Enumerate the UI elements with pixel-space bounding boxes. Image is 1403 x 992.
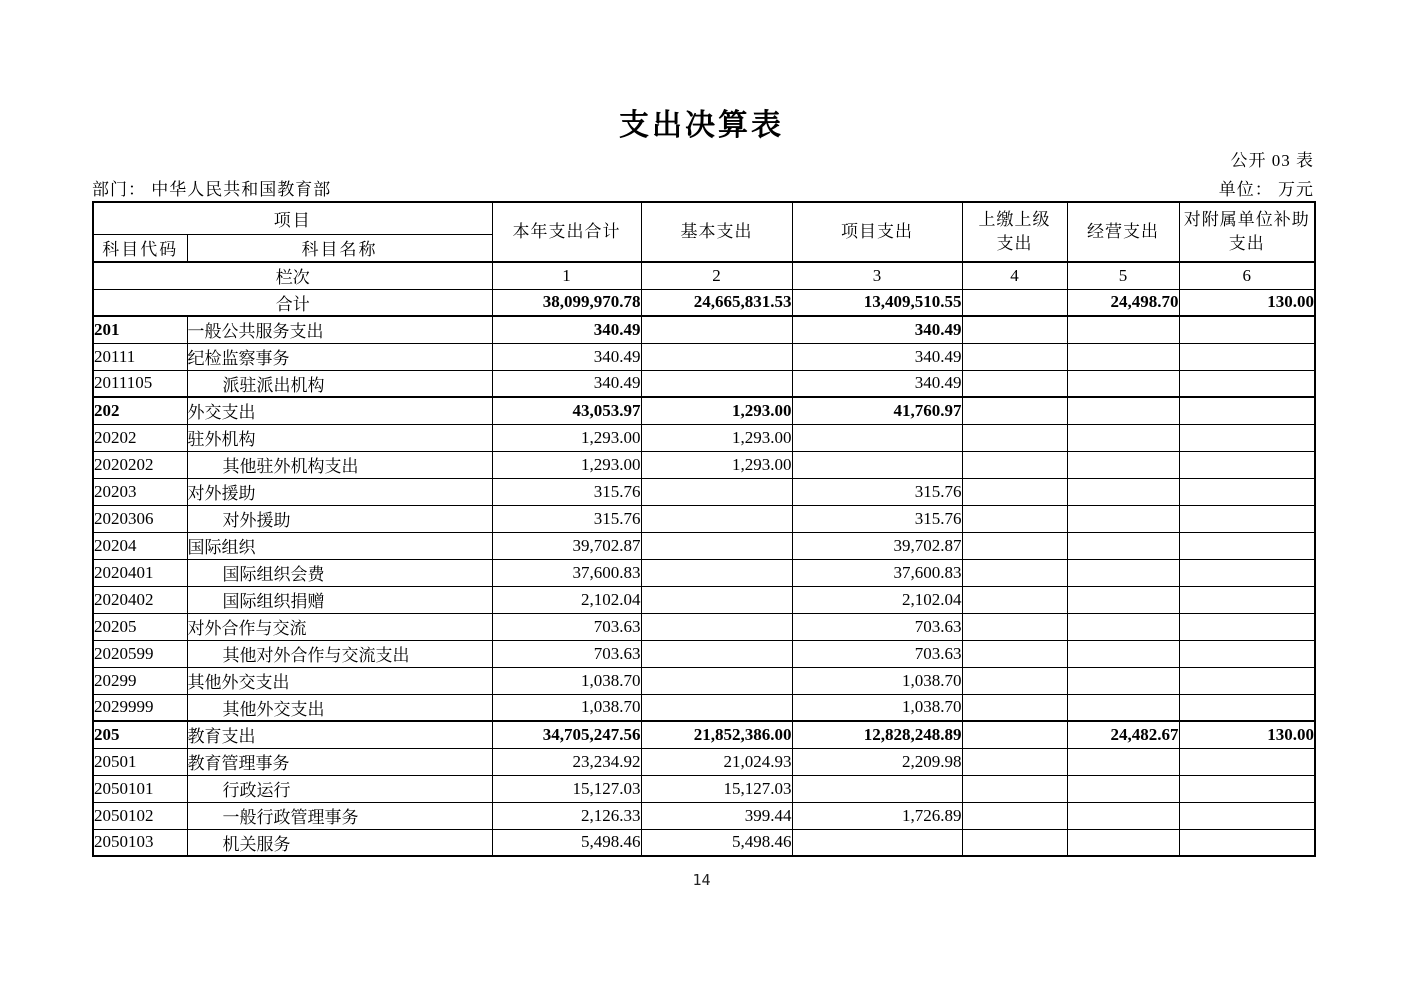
value-cell [962, 343, 1067, 370]
value-cell: 2,102.04 [792, 586, 962, 613]
subject-code-cell: 20111 [93, 343, 187, 370]
value-cell [792, 424, 962, 451]
table-row [93, 451, 1315, 478]
subject-code-cell: 20203 [93, 478, 187, 505]
header-subject-code: 科目代码 [93, 234, 187, 262]
value-cell [1067, 424, 1179, 451]
subject-code-cell: 2020202 [93, 451, 187, 478]
value-cell: 34,705,247.56 [492, 721, 641, 748]
value-cell [641, 559, 792, 586]
value-cell: 340.49 [492, 370, 641, 397]
value-cell: 39,702.87 [492, 532, 641, 559]
value-cell [962, 586, 1067, 613]
subject-name-cell: 国际组织 [187, 532, 492, 559]
value-cell [962, 640, 1067, 667]
value-cell [962, 775, 1067, 802]
value-cell: 2,126.33 [492, 802, 641, 829]
value-cell [1179, 802, 1315, 829]
subject-code-cell: 20204 [93, 532, 187, 559]
value-cell [1179, 694, 1315, 721]
unit-label: 单位： 万元 [1218, 180, 1314, 199]
table-row [93, 397, 1315, 424]
subject-name-cell: 驻外机构 [187, 424, 492, 451]
value-cell [1067, 478, 1179, 505]
value-cell [962, 451, 1067, 478]
header-column: 基本支出 [641, 202, 792, 262]
page-title: 支出决算表 [619, 109, 784, 142]
total-value-cell: 13,409,510.55 [792, 289, 962, 316]
value-cell [1067, 829, 1179, 856]
value-cell [1179, 316, 1315, 343]
value-cell [1067, 613, 1179, 640]
value-cell [1067, 586, 1179, 613]
subject-name-cell: 机关服务 [187, 829, 492, 856]
value-cell [1179, 424, 1315, 451]
value-cell: 1,293.00 [492, 451, 641, 478]
value-cell: 15,127.03 [492, 775, 641, 802]
value-cell: 5,498.46 [492, 829, 641, 856]
total-row [93, 289, 1315, 316]
value-cell: 1,038.70 [492, 667, 641, 694]
value-cell [641, 613, 792, 640]
value-cell [1179, 775, 1315, 802]
total-value-cell [962, 289, 1067, 316]
header-index-row [93, 262, 1315, 289]
subject-name-cell: 一般公共服务支出 [187, 316, 492, 343]
table-row [93, 829, 1315, 856]
table-row [93, 424, 1315, 451]
table-row [93, 667, 1315, 694]
value-cell [641, 532, 792, 559]
value-cell [1179, 397, 1315, 424]
value-cell [1179, 451, 1315, 478]
table-row [93, 694, 1315, 721]
subject-code-cell: 20501 [93, 748, 187, 775]
subject-code-cell: 2020402 [93, 586, 187, 613]
value-cell [641, 586, 792, 613]
value-cell: 1,293.00 [641, 451, 792, 478]
value-cell [1067, 640, 1179, 667]
value-cell: 1,293.00 [492, 424, 641, 451]
value-cell [1067, 559, 1179, 586]
table-row [93, 586, 1315, 613]
value-cell [1067, 451, 1179, 478]
subject-name-cell: 教育管理事务 [187, 748, 492, 775]
subject-code-cell: 2050103 [93, 829, 187, 856]
value-cell [641, 316, 792, 343]
subject-name-cell: 对外援助 [187, 478, 492, 505]
value-cell [641, 343, 792, 370]
table-row [93, 721, 1315, 748]
value-cell: 21,852,386.00 [641, 721, 792, 748]
value-cell: 340.49 [492, 316, 641, 343]
value-cell [792, 775, 962, 802]
value-cell: 2,102.04 [492, 586, 641, 613]
table-row [93, 748, 1315, 775]
value-cell [792, 451, 962, 478]
meta-row [92, 175, 1314, 200]
value-cell: 43,053.97 [492, 397, 641, 424]
value-cell: 315.76 [492, 505, 641, 532]
value-cell: 703.63 [492, 613, 641, 640]
subject-name-cell: 行政运行 [187, 775, 492, 802]
subject-name-cell: 国际组织会费 [187, 559, 492, 586]
page-number: 14 [692, 871, 711, 889]
subject-code-cell: 201 [93, 316, 187, 343]
value-cell [962, 505, 1067, 532]
value-cell [1179, 586, 1315, 613]
value-cell [641, 667, 792, 694]
value-cell [1067, 370, 1179, 397]
value-cell [1067, 748, 1179, 775]
value-cell [641, 370, 792, 397]
header-column: 对附属单位补助 支出 [1179, 202, 1315, 262]
value-cell: 5,498.46 [641, 829, 792, 856]
value-cell [641, 505, 792, 532]
value-cell [1179, 370, 1315, 397]
value-cell [1179, 829, 1315, 856]
subject-code-cell: 205 [93, 721, 187, 748]
value-cell [1179, 343, 1315, 370]
total-value-cell: 130.00 [1179, 289, 1315, 316]
value-cell [962, 694, 1067, 721]
value-cell: 1,726.89 [792, 802, 962, 829]
table-row [93, 343, 1315, 370]
value-cell: 37,600.83 [792, 559, 962, 586]
header-column-index: 2 [641, 262, 792, 289]
subject-code-cell: 2050102 [93, 802, 187, 829]
subject-code-cell: 202 [93, 397, 187, 424]
table-row [93, 505, 1315, 532]
value-cell: 399.44 [641, 802, 792, 829]
value-cell: 703.63 [792, 613, 962, 640]
table-row [93, 640, 1315, 667]
subject-code-cell: 20202 [93, 424, 187, 451]
subject-name-cell: 其他驻外机构支出 [187, 451, 492, 478]
value-cell [962, 667, 1067, 694]
value-cell [792, 829, 962, 856]
subject-code-cell: 2020599 [93, 640, 187, 667]
value-cell [1179, 478, 1315, 505]
table-row [93, 559, 1315, 586]
value-cell [641, 478, 792, 505]
value-cell: 41,760.97 [792, 397, 962, 424]
value-cell [1179, 748, 1315, 775]
value-cell [641, 640, 792, 667]
department-label: 部门： 中华人民共和国教育部 [92, 180, 332, 199]
value-cell [962, 532, 1067, 559]
form-code-label: 公开 03 表 [1230, 151, 1314, 170]
value-cell [962, 370, 1067, 397]
value-cell: 15,127.03 [641, 775, 792, 802]
subject-code-cell: 2020306 [93, 505, 187, 532]
value-cell [962, 424, 1067, 451]
table-row [93, 775, 1315, 802]
value-cell: 23,234.92 [492, 748, 641, 775]
value-cell: 12,828,248.89 [792, 721, 962, 748]
value-cell [962, 829, 1067, 856]
value-cell: 1,038.70 [792, 667, 962, 694]
header-column-index: 5 [1067, 262, 1179, 289]
value-cell [641, 694, 792, 721]
value-cell [962, 478, 1067, 505]
value-cell: 703.63 [792, 640, 962, 667]
value-cell [1067, 532, 1179, 559]
subject-code-cell: 20299 [93, 667, 187, 694]
table-row [93, 316, 1315, 343]
subject-name-cell: 教育支出 [187, 721, 492, 748]
subject-code-cell: 2050101 [93, 775, 187, 802]
value-cell [1067, 505, 1179, 532]
value-cell [1179, 613, 1315, 640]
value-cell [962, 802, 1067, 829]
value-cell [1067, 802, 1179, 829]
header-column: 项目支出 [792, 202, 962, 262]
subject-name-cell: 一般行政管理事务 [187, 802, 492, 829]
total-value-cell: 24,665,831.53 [641, 289, 792, 316]
table-row [93, 478, 1315, 505]
value-cell: 24,482.67 [1067, 721, 1179, 748]
total-label-cell: 合计 [93, 289, 492, 316]
header-row-index-label: 栏次 [93, 262, 492, 289]
header-column-index: 3 [792, 262, 962, 289]
header-main-row [93, 202, 1315, 234]
value-cell [1067, 397, 1179, 424]
value-cell [962, 316, 1067, 343]
value-cell: 1,293.00 [641, 397, 792, 424]
value-cell: 703.63 [492, 640, 641, 667]
value-cell: 340.49 [792, 370, 962, 397]
value-cell: 340.49 [792, 316, 962, 343]
value-cell [1067, 343, 1179, 370]
header-column: 本年支出合计 [492, 202, 641, 262]
total-value-cell: 24,498.70 [1067, 289, 1179, 316]
header-column-index: 4 [962, 262, 1067, 289]
value-cell [962, 721, 1067, 748]
subject-name-cell: 国际组织捐赠 [187, 586, 492, 613]
value-cell: 2,209.98 [792, 748, 962, 775]
table-row [93, 532, 1315, 559]
subject-code-cell: 2020401 [93, 559, 187, 586]
subject-name-cell: 外交支出 [187, 397, 492, 424]
subject-name-cell: 对外援助 [187, 505, 492, 532]
subject-code-cell: 2029999 [93, 694, 187, 721]
value-cell [1067, 316, 1179, 343]
value-cell [962, 397, 1067, 424]
subject-code-cell: 2011105 [93, 370, 187, 397]
header-column: 经营支出 [1067, 202, 1179, 262]
header-column-index: 6 [1179, 262, 1315, 289]
value-cell: 37,600.83 [492, 559, 641, 586]
value-cell [962, 613, 1067, 640]
value-cell: 315.76 [792, 478, 962, 505]
header-subject-name: 科目名称 [187, 234, 492, 262]
value-cell [1067, 775, 1179, 802]
table-row [93, 802, 1315, 829]
value-cell [1179, 532, 1315, 559]
total-value-cell: 38,099,970.78 [492, 289, 641, 316]
value-cell: 340.49 [492, 343, 641, 370]
value-cell [1179, 505, 1315, 532]
table-row [93, 370, 1315, 397]
subject-name-cell: 对外合作与交流 [187, 613, 492, 640]
value-cell [962, 559, 1067, 586]
value-cell: 340.49 [792, 343, 962, 370]
header-column: 上缴上级 支出 [962, 202, 1067, 262]
subject-name-cell: 其他外交支出 [187, 667, 492, 694]
value-cell [1179, 559, 1315, 586]
value-cell [1179, 640, 1315, 667]
value-cell: 130.00 [1179, 721, 1315, 748]
expenditure-table [92, 201, 1316, 857]
value-cell [1067, 694, 1179, 721]
value-cell: 1,038.70 [792, 694, 962, 721]
header-column-index: 1 [492, 262, 641, 289]
subject-name-cell: 其他对外合作与交流支出 [187, 640, 492, 667]
subject-name-cell: 派驻派出机构 [187, 370, 492, 397]
value-cell: 39,702.87 [792, 532, 962, 559]
value-cell: 1,293.00 [641, 424, 792, 451]
value-cell: 315.76 [792, 505, 962, 532]
subject-name-cell: 其他外交支出 [187, 694, 492, 721]
value-cell: 21,024.93 [641, 748, 792, 775]
value-cell: 1,038.70 [492, 694, 641, 721]
value-cell [962, 748, 1067, 775]
table-row [93, 613, 1315, 640]
value-cell [1179, 667, 1315, 694]
value-cell: 315.76 [492, 478, 641, 505]
value-cell [1067, 667, 1179, 694]
subject-code-cell: 20205 [93, 613, 187, 640]
header-project-group: 项目 [93, 202, 492, 234]
subject-name-cell: 纪检监察事务 [187, 343, 492, 370]
